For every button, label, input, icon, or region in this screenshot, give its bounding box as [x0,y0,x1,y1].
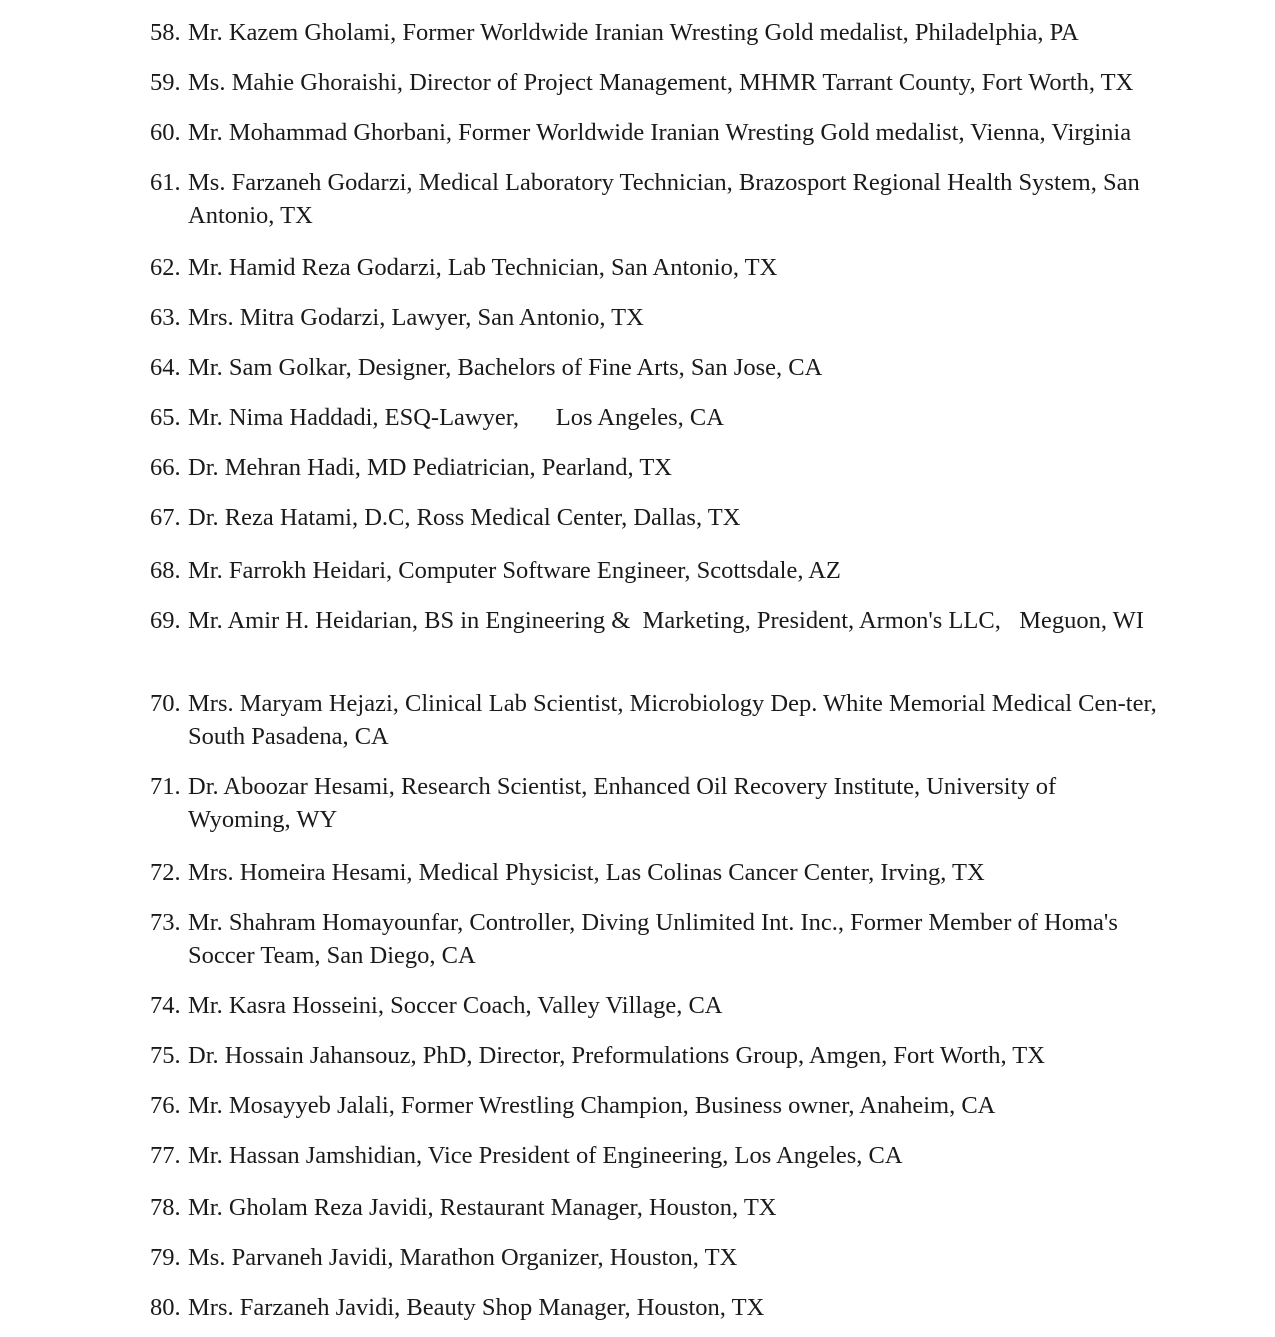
list-item [150,116,1160,149]
list-item [150,1241,1160,1274]
item-number: 66. [150,454,181,481]
list-item [150,451,1160,484]
item-text: Mr. Shahram Homayounfar, Controller, Diving Unlimited Int. Inc., Former Member of Homa's Soccer Team, San Diego, CA [188,909,1118,969]
item-number: 79. [150,1244,181,1271]
item-number: 67. [150,504,181,531]
list-item [150,1291,1160,1324]
list-item [150,66,1160,99]
item-text: Dr. Mehran Hadi, MD Pediatrician, Pearland, TX [188,454,672,481]
item-text: Dr. Reza Hatami, D.C, Ross Medical Center, Dallas, TX [188,504,741,531]
item-number: 58. [150,19,181,46]
list-item [150,401,1160,434]
item-text: Mr. Hassan Jamshidian, Vice President of Engineering, Los Angeles, CA [188,1142,903,1169]
item-number: 65. [150,404,181,431]
list-item [150,906,1160,972]
list-item [150,1039,1160,1072]
item-number: 61. [150,169,181,196]
item-text: Mr. Hamid Reza Godarzi, Lab Technician, San Antonio, TX [188,254,778,281]
list-item [150,301,1160,334]
item-text: Mr. Amir H. Heidarian, BS in Engineering & Marketing, President, Armon's LLC, Meguon, WI [188,607,1144,634]
item-number: 68. [150,557,181,584]
list-item [150,554,1160,587]
item-text: Mrs. Maryam Hejazi, Clinical Lab Scientist, Microbiology Dep. White Memorial Medical Cen-ter, South Pasadena, CA [188,690,1157,750]
list-item [150,1089,1160,1122]
list-item [150,856,1160,889]
item-text: Mr. Gholam Reza Javidi, Restaurant Manager, Houston, TX [188,1194,777,1221]
list-item [150,687,1160,753]
item-text: Mr. Farrokh Heidari, Computer Software Engineer, Scottsdale, AZ [188,557,841,584]
item-number: 64. [150,354,181,381]
item-number: 70. [150,690,181,717]
item-text: Mrs. Mitra Godarzi, Lawyer, San Antonio, TX [188,304,644,331]
list-item [150,351,1160,384]
list-item [150,604,1160,637]
item-text: Dr. Hossain Jahansouz, PhD, Director, Preformulations Group, Amgen, Fort Worth, TX [188,1042,1045,1069]
item-text: Mr. Mosayyeb Jalali, Former Wrestling Champion, Business owner, Anaheim, CA [188,1092,996,1119]
item-text: Mr. Sam Golkar, Designer, Bachelors of Fine Arts, San Jose, CA [188,354,823,381]
list-item [150,501,1160,534]
item-number: 78. [150,1194,181,1221]
list-item [150,16,1160,49]
list-item [150,166,1160,232]
item-number: 63. [150,304,181,331]
item-number: 77. [150,1142,181,1169]
list-item [150,989,1160,1022]
item-number: 59. [150,69,181,96]
item-text: Dr. Aboozar Hesami, Research Scientist, Enhanced Oil Recovery Institute, University of Wyoming, WY [188,773,1057,833]
item-number: 80. [150,1294,181,1321]
item-text: Mr. Kazem Gholami, Former Worldwide Iranian Wresting Gold medalist, Philadelphia, PA [188,19,1079,46]
list-item [150,770,1160,836]
item-number: 76. [150,1092,181,1119]
item-text: Mr. Kasra Hosseini, Soccer Coach, Valley Village, CA [188,992,723,1019]
item-number: 72. [150,859,181,886]
item-text: Ms. Parvaneh Javidi, Marathon Organizer, Houston, TX [188,1244,738,1271]
item-text: Mrs. Homeira Hesami, Medical Physicist, Las Colinas Cancer Center, Irving, TX [188,859,985,886]
list-item [150,1191,1160,1224]
item-text: Mr. Nima Haddadi, ESQ-Lawyer, Los Angeles, CA [188,404,724,431]
item-number: 74. [150,992,181,1019]
item-number: 71. [150,773,181,800]
item-number: 60. [150,119,181,146]
item-text: Ms. Mahie Ghoraishi, Director of Project Management, MHMR Tarrant County, Fort Worth, TX [188,69,1134,96]
list-item [150,1139,1160,1172]
item-number: 75. [150,1042,181,1069]
list-item [150,251,1160,284]
item-number: 69. [150,607,181,634]
item-text: Ms. Farzaneh Godarzi, Medical Laboratory Technician, Brazosport Regional Health System, San Antonio, TX [188,169,1140,229]
item-text: Mr. Mohammad Ghorbani, Former Worldwide Iranian Wresting Gold medalist, Vienna, Virginia [188,119,1132,146]
item-number: 73. [150,909,181,936]
item-text: Mrs. Farzaneh Javidi, Beauty Shop Manager, Houston, TX [188,1294,765,1321]
item-number: 62. [150,254,181,281]
